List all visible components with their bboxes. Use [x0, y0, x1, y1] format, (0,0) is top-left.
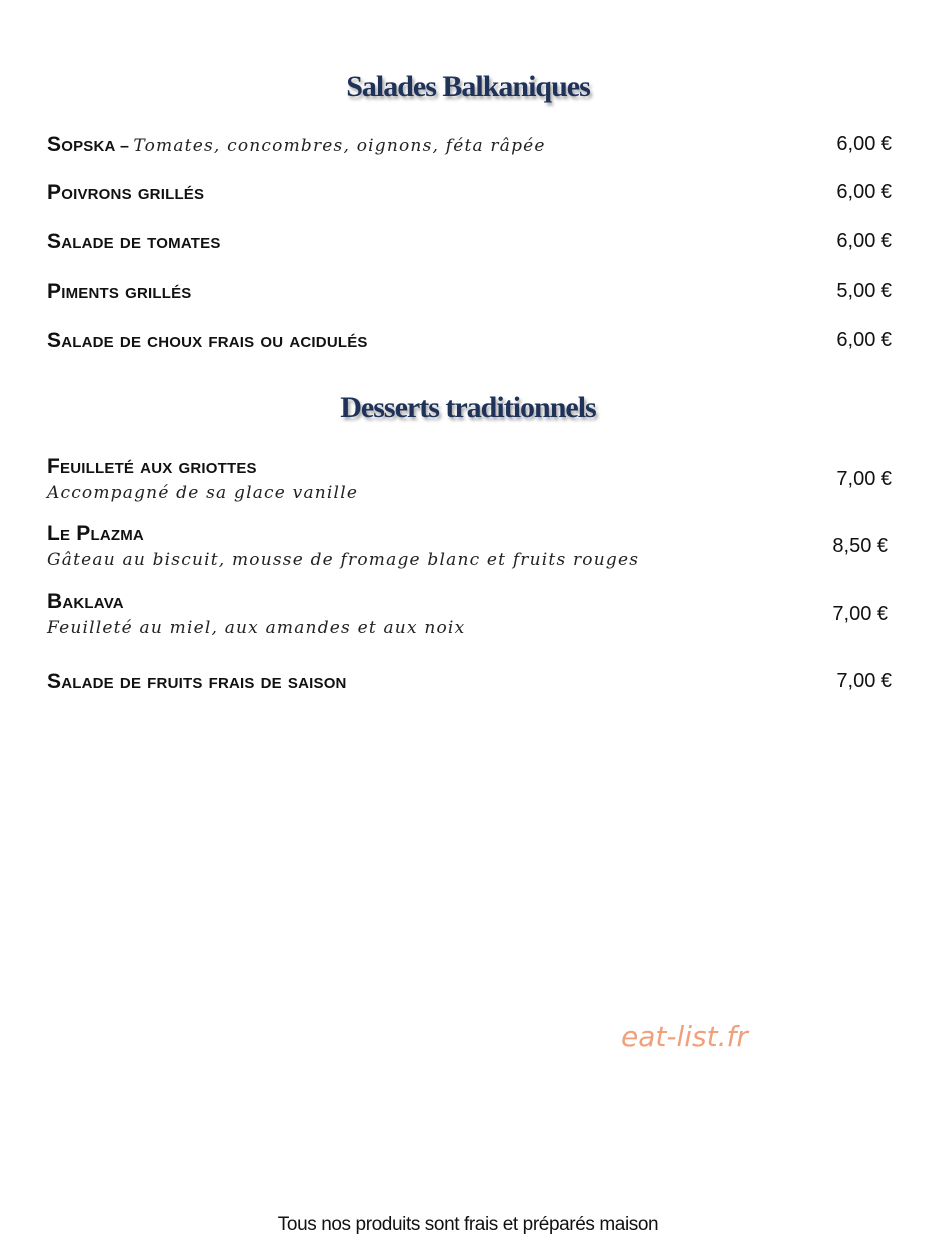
item-name: Baklava	[47, 590, 124, 613]
section-title-salades: Salades Balkaniques	[346, 70, 590, 103]
item-description: Feuilleté au miel, aux amandes et aux noix	[47, 618, 466, 638]
item-description: Tomates, concombres, oignons, féta râpée	[133, 136, 546, 156]
item-name: Salade de fruits frais de saison	[47, 670, 347, 693]
menu-item-piments-grilles	[47, 280, 892, 304]
item-price: 7,00 €	[836, 670, 892, 692]
item-name: Piments grillés	[47, 280, 192, 303]
menu-item-salade-de-tomates	[47, 230, 892, 254]
item-price: 7,00 €	[832, 603, 888, 625]
item-name: Sopska	[47, 133, 116, 156]
menu-item-salade-de-choux	[47, 329, 892, 353]
item-name: Poivrons grillés	[47, 181, 205, 204]
item-price: 5,00 €	[836, 280, 892, 302]
item-price: 6,00 €	[836, 329, 892, 351]
item-description: Gâteau au biscuit, mousse de fromage blanc et fruits rouges	[47, 550, 640, 570]
item-name: Le Plazma	[47, 522, 144, 545]
item-separator: –	[120, 138, 129, 155]
section-title-desserts: Desserts traditionnels	[340, 391, 596, 424]
item-price: 6,00 €	[836, 133, 892, 155]
item-name: Feuilleté aux griottes	[47, 455, 257, 478]
menu-item-sopska	[47, 133, 892, 157]
item-price: 8,50 €	[832, 535, 888, 557]
item-price: 7,00 €	[836, 468, 892, 490]
item-price: 6,00 €	[836, 181, 892, 203]
menu-item-baklava	[47, 590, 892, 638]
menu-item-feuillete-aux-griottes	[47, 455, 892, 503]
watermark-text: eat-list.fr	[621, 1020, 748, 1053]
menu-item-salade-de-fruits	[47, 670, 892, 694]
item-description: Accompagné de sa glace vanille	[47, 483, 359, 503]
item-price: 6,00 €	[836, 230, 892, 252]
item-name: Salade de tomates	[47, 230, 221, 253]
item-name: Salade de choux frais ou acidulés	[47, 329, 368, 352]
menu-item-le-plazma	[47, 522, 892, 570]
menu-item-poivrons-grilles	[47, 181, 892, 205]
footer-note: Tous nos produits sont frais et préparés maison	[277, 1214, 659, 1235]
